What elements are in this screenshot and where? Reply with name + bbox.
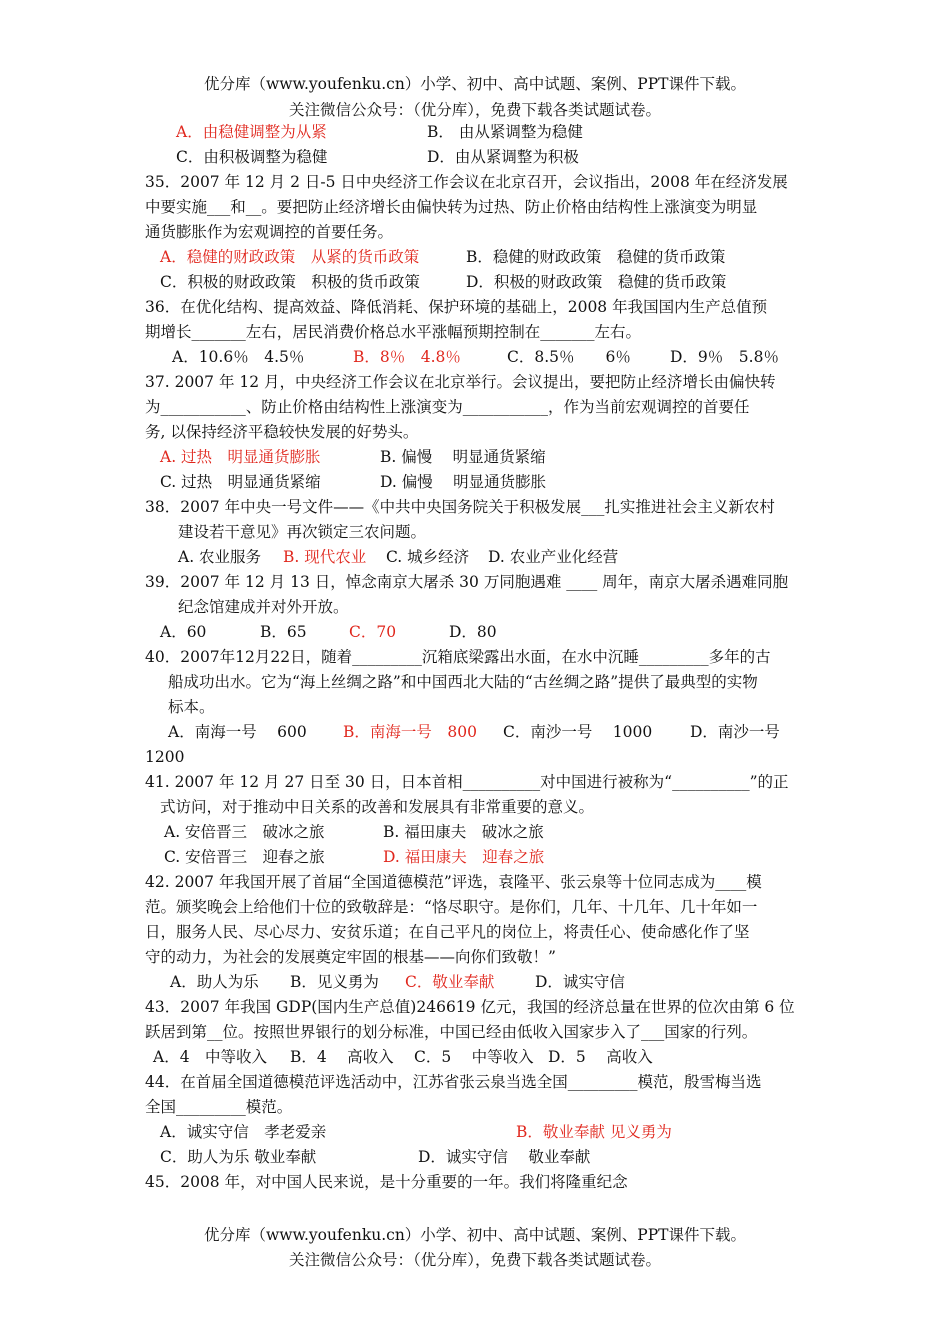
q38-text-1: 38．2007 年中央一号文件——《中共中央国务院关于积极发展___扎实推进社会主义新农村 [145,498,775,516]
q44-option-a: A．诚实守信 孝老爱亲 [160,1123,327,1141]
q34-option-d: D．由从紧调整为积极 [427,148,579,166]
q42-text-1: 42. 2007 年我国开展了首届“全国道德模范”评选，袁隆平、张云泉等十位同志成为____模 [145,873,762,891]
q41-option-d: D. 福田康夫 迎春之旅 [383,848,545,866]
q44-text-2: 全国_________模范。 [145,1098,293,1116]
page-header-line2: 关注微信公众号：（优分库），免费下载各类试题试卷。 [288,101,661,119]
q37-option-d: D. 偏慢 明显通货膨胀 [380,473,547,491]
q34-option-a: A．由稳健调整为从紧 [176,123,327,141]
q39-text-1: 39．2007 年 12 月 13 日，悼念南京大屠杀 30 万同胞遇难 ____ 周年，南京大屠杀遇难同胞 [145,573,789,591]
q37-option-c: C. 过热 明显通货紧缩 [160,473,321,491]
q42-option-a: A．助人为乐 [170,973,259,991]
q35-text-1: 35．2007 年 12 月 2 日-5 日中央经济工作会议在北京召开，会议指出，2008 年在经济发展 [145,173,788,191]
q41-option-a: A. 安倍晋三 破冰之旅 [164,823,325,841]
q40-option-d: D．南沙一号 [690,723,780,741]
q40-option-b: B．南海一号 800 [343,723,477,741]
q37-text-1: 37. 2007 年 12 月，中央经济工作会议在北京举行。会议提出，要把防止经济增长由偏快转 [145,373,776,391]
q35-text-3: 通货膨胀作为宏观调控的首要任务。 [145,223,394,241]
q42-text-3: 日，服务人民、尽心尽力、安贫乐道；在自己平凡的岗位上，将责任心、使命感化作了坚 [145,923,750,941]
q44-option-c: C．助人为乐 敬业奉献 [160,1148,317,1166]
q39-option-a: A．60 [160,623,207,641]
q35-option-b: B．稳健的财政政策 稳健的货币政策 [466,248,726,266]
q37-option-b: B. 偏慢 明显通货紧缩 [380,448,546,466]
q39-text-2: 纪念馆建成并对外开放。 [178,598,349,616]
q43-text-2: 跃居到第__位。按照世界银行的划分标准，中国已经由低收入国家步入了___国家的行列。 [145,1023,758,1041]
q44-option-b: B．敬业奉献 见义勇为 [516,1123,672,1141]
q42-option-d: D．诚实守信 [535,973,625,991]
q41-option-b: B. 福田康夫 破冰之旅 [383,823,544,841]
q43-option-a: A．4 中等收入 [153,1048,268,1066]
q38-text-2: 建设若干意见》再次锁定三农问题。 [178,523,427,541]
q38-option-a: A. 农业服务 [178,548,262,566]
q44-option-d: D．诚实守信 敬业奉献 [418,1148,591,1166]
q38-option-d: D. 农业产业化经营 [488,548,619,566]
q35-option-d: D．积极的财政政策 稳健的货币政策 [466,273,727,291]
q39-option-b: B．65 [260,623,307,641]
page-footer-line1: 优分库（www.youfenku.cn）小学、初中、高中试题、案例、PPT课件下载。 [203,1226,747,1244]
q40-text-2: 船成功出水。它为“海上丝绸之路”和中国西北大陆的“古丝绸之路”提供了最典型的实物 [168,673,758,691]
q35-option-a: A．稳健的财政政策 从紧的货币政策 [160,248,420,266]
q34-option-c: C．由积极调整为稳健 [176,148,328,166]
q43-option-b: B．4 高收入 [290,1048,394,1066]
q43-text-1: 43．2007 年我国 GDP(国内生产总值)246619 亿元，我国的经济总量在世界的位次由第 6 位 [145,998,795,1016]
q36-text-2: 期增长_______左右，居民消费价格总水平涨幅预期控制在_______左右。 [145,323,642,341]
q37-text-2: 为___________、防止价格由结构性上涨演变为___________，作为当前宏观调控的首要任 [145,398,750,416]
q40-option-c: C．南沙一号 1000 [503,723,653,741]
q36-option-b: B．8％ 4.8％ [353,348,461,366]
q37-text-3: 务, 以保持经济平稳较快发展的好势头。 [145,423,419,441]
q39-option-d: D．80 [449,623,497,641]
q39-option-c: C．70 [349,623,397,641]
q44-text-1: 44．在首届全国道德模范评选活动中，江苏省张云泉当选全国_________模范，殷雪梅当选 [145,1073,762,1091]
q41-text-1: 41. 2007 年 12 月 27 日至 30 日，日本首相__________对中国进行被称为“__________”的正 [145,773,789,791]
page-footer-line2: 关注微信公众号：（优分库），免费下载各类试题试卷。 [288,1251,661,1269]
q37-option-a: A. 过热 明显通货膨胀 [160,448,321,466]
q42-option-b: B．见义勇为 [290,973,379,991]
q41-text-2: 式访问，对于推动中日关系的改善和发展具有非常重要的意义。 [160,798,595,816]
q36-option-d: D．9％ 5.8％ [670,348,779,366]
q43-option-d: D．5 高收入 [548,1048,653,1066]
q35-text-2: 中要实施___和__。要把防止经济增长由偏快转为过热、防止价格由结构性上涨演变为明显 [145,198,758,216]
q41-option-c: C. 安倍晋三 迎春之旅 [164,848,325,866]
q43-option-c: C．5 中等收入 [414,1048,534,1066]
q36-option-a: A．10.6％ 4.5％ [172,348,305,366]
q40-option-a: A．南海一号 600 [168,723,307,741]
q40-text-1: 40．2007年12月22日，随着_________沉箱底梁露出水面，在水中沉睡_________多年的古 [145,648,771,666]
q35-option-c: C．积极的财政政策 积极的货币政策 [160,273,420,291]
q40-option-d-value: 1200 [145,748,185,766]
q38-option-b: B. 现代农业 [283,548,367,566]
q36-option-c: C．8.5％ 6％ [507,348,631,366]
q45-text-1: 45．2008 年，对中国人民来说，是十分重要的一年。我们将隆重纪念 [145,1173,628,1191]
q34-option-b: B． 由从紧调整为稳健 [427,123,583,141]
q38-option-c: C. 城乡经济 [386,548,470,566]
q42-option-c: C．敬业奉献 [405,973,495,991]
q42-text-2: 范。颁奖晚会上给他们十位的致敬辞是：“恪尽职守。是你们，几年、十几年、几十年如一 [145,898,758,916]
q40-text-3: 标本。 [168,698,215,716]
q42-text-4: 守的动力，为社会的发展奠定牢固的根基——向你们致敬！” [145,948,556,966]
q36-text-1: 36．在优化结构、提高效益、降低消耗、保护环境的基础上，2008 年我国国内生产总值预 [145,298,768,316]
page-header-line1: 优分库（www.youfenku.cn）小学、初中、高中试题、案例、PPT课件下载。 [203,75,747,93]
